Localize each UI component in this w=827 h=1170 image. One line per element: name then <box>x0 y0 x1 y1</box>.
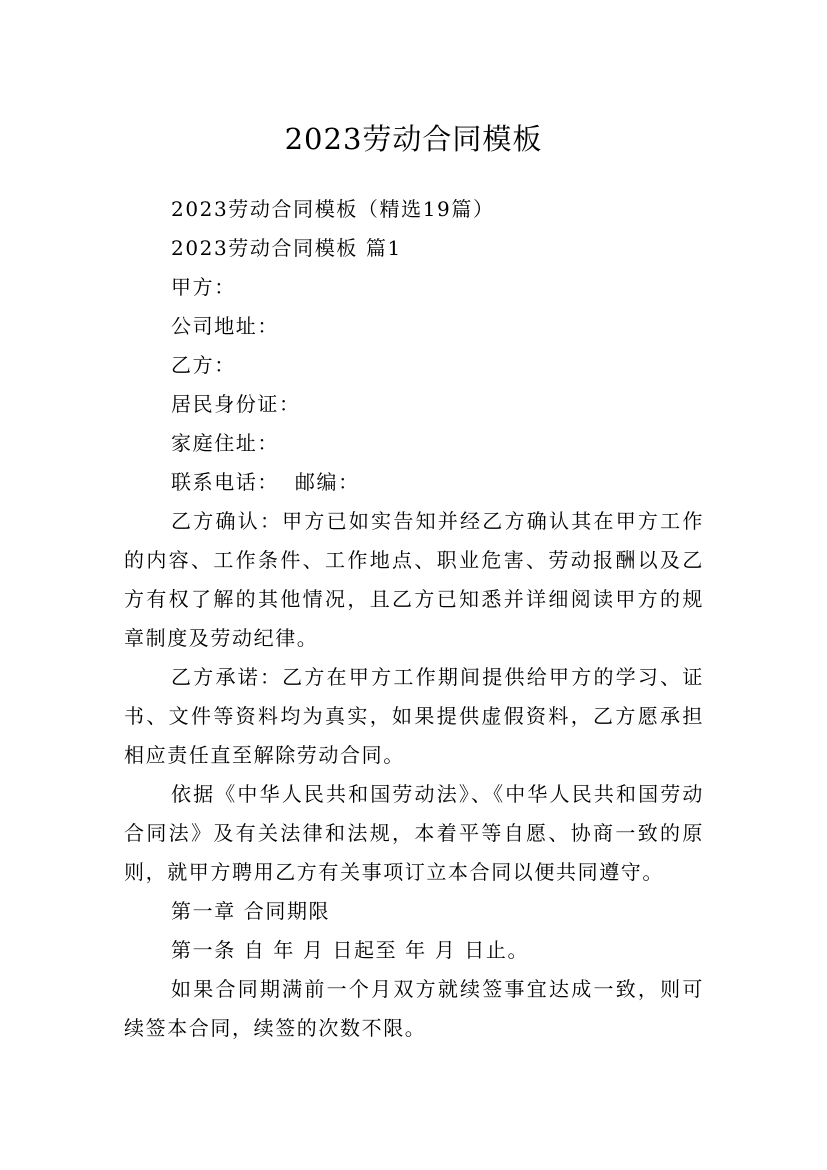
paragraph-party-b-confirmation: 乙方确认：甲方已如实告知并经乙方确认其在甲方工作的内容、工作条件、工作地点、职业危害、劳动报酬以及乙方有权了解的其他情况，且乙方已知悉并详细阅读甲方的规章制度及劳动纪律。 <box>124 509 704 650</box>
paragraph-section-title: 2023劳动合同模板 篇1 <box>171 236 402 260</box>
paragraph-phone-postcode: 联系电话： 邮编： <box>171 470 360 494</box>
paragraph-company-address: 公司地址： <box>171 314 279 338</box>
paragraph-id-card: 居民身份证： <box>171 392 301 416</box>
paragraph-collection-title: 2023劳动合同模板（精选19篇） <box>171 197 495 221</box>
paragraph-party-a: 甲方： <box>171 275 236 299</box>
document-title: 2023劳动合同模板 <box>284 122 543 157</box>
paragraph-party-b: 乙方： <box>171 353 236 377</box>
paragraph-article-one: 第一条 自 年 月 日起至 年 月 日止。 <box>171 938 530 962</box>
paragraph-chapter-one-heading: 第一章 合同期限 <box>171 899 331 923</box>
paragraph-renewal: 如果合同期满前一个月双方就续签事宜达成一致，则可续签本合同，续签的次数不限。 <box>124 977 704 1040</box>
paragraph-party-b-commitment: 乙方承诺：乙方在甲方工作期间提供给甲方的学习、证书、文件等资料均为真实，如果提供虚假资料，乙方愿承担相应责任直至解除劳动合同。 <box>124 665 704 767</box>
paragraph-legal-basis: 依据《中华人民共和国劳动法》、《中华人民共和国劳动合同法》及有关法律和法规，本着平等自愿、协商一致的原则，就甲方聘用乙方有关事项订立本合同以便共同遵守。 <box>124 782 704 884</box>
document-body <box>124 190 704 1048</box>
paragraph-home-address: 家庭住址： <box>171 431 279 455</box>
